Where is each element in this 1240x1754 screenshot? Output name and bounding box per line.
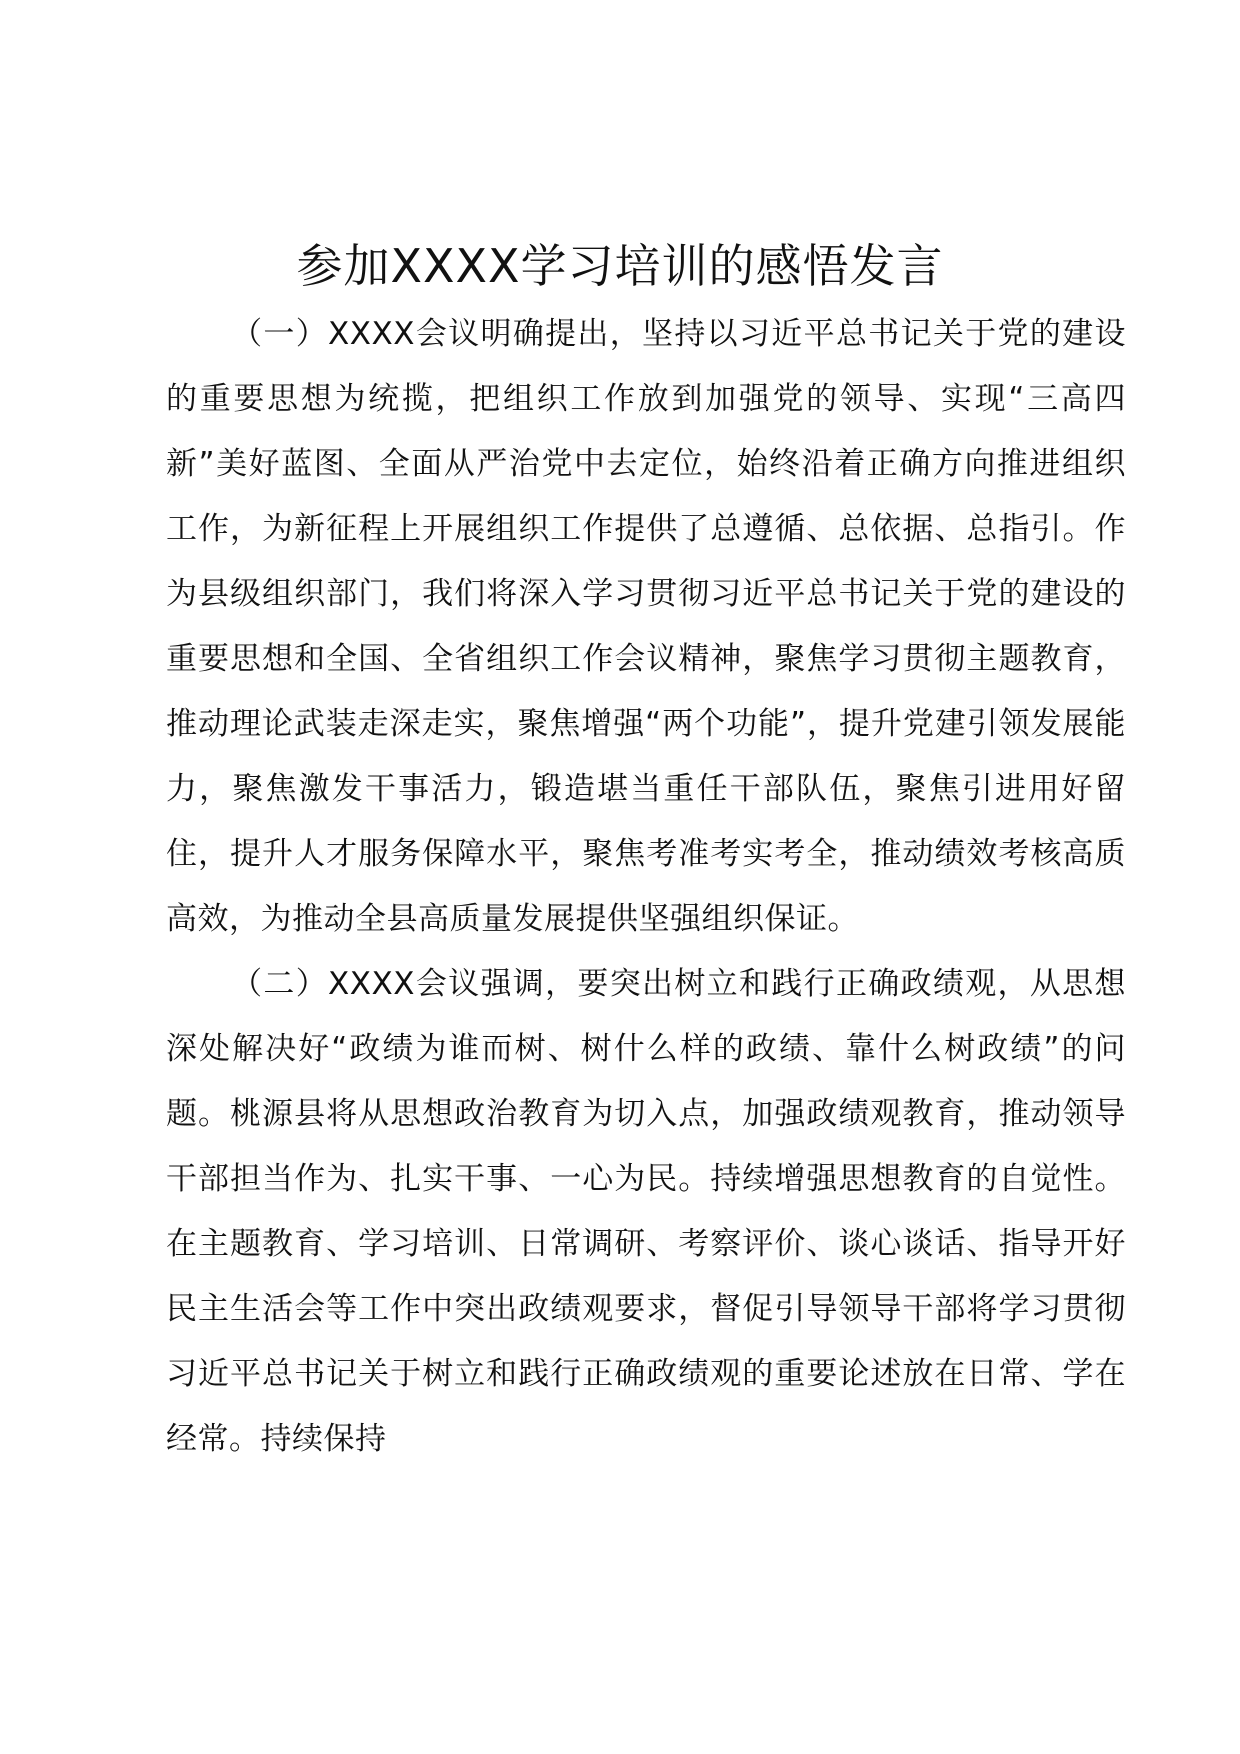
- paragraph-1: （一）XXXX会议明确提出，坚持以习近平总书记关于党的建设的重要思想为统揽，把组织工作放到加强党的领导、实现“三高四新”美好蓝图、全面从严治党中去定位，始终沿着正确方向推进组织工作，为新征程上开展组织工作提供了总遵循、总依据、总指引。作为县级组织部门，我们将深入学习贯彻习近平总书记关于党的建设的重要思想和全国、全省组织工作会议精神，聚焦学习贯彻主题教育，推动理论武装走深走实，聚焦增强“两个功能”，提升党建引领发展能力，聚焦激发干事活力，锻造堪当重任干部队伍，聚焦引进用好留住，提升人才服务保障水平，聚焦考准考实考全，推动绩效考核高质高效，为推动全县高质量发展提供坚强组织保证。: [166, 316, 1126, 937]
- paragraph-2: （二）XXXX会议强调，要突出树立和践行正确政绩观，从思想深处解决好“政绩为谁而树、树什么样的政绩、靠什么树政绩”的问题。桃源县将从思想政治教育为切入点，加强政绩观教育，推动领导干部担当作为、扎实干事、一心为民。持续增强思想教育的自觉性。在主题教育、学习培训、日常调研、考察评价、谈心谈话、指导开好民主生活会等工作中突出政绩观要求，督促引导领导干部将学习贯彻习近平总书记关于树立和践行正确政绩观的重要论述放在日常、学在经常。持续保持: [166, 966, 1126, 1457]
- document-body: [166, 302, 1126, 1472]
- document-title: 参加XXXX学习培训的感悟发言: [296, 239, 944, 293]
